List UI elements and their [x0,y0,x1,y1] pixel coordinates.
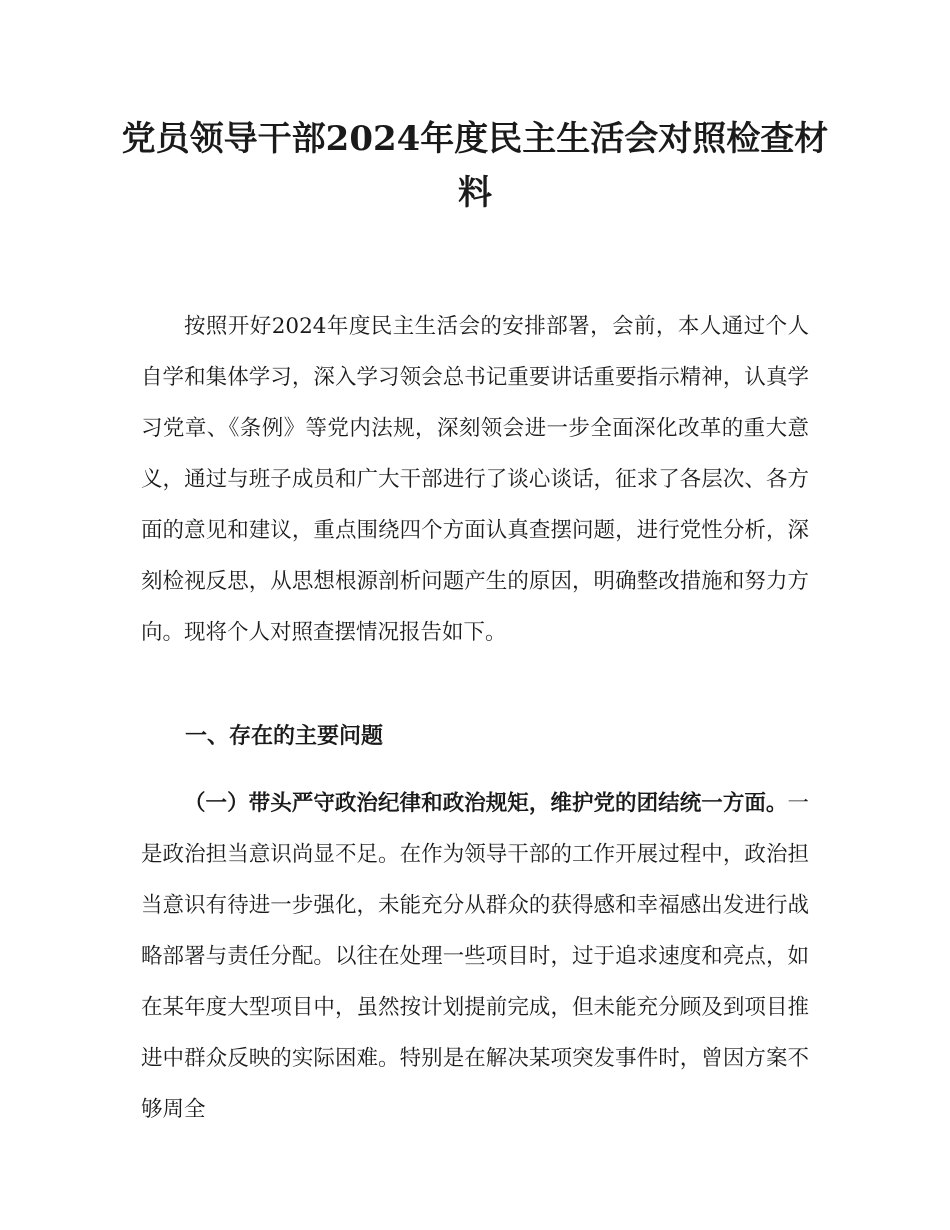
document-title: 党员领导干部2024年度民主生活会对照检查材料 [121,119,829,213]
subsection-text: 一是政治担当意识尚显不足。在作为领导干部的工作开展过程中，政治担当意识有待进一步强化，未能充分从群众的获得感和幸福感出发进行战略部署与责任分配。以往在处理一些项目时，过于追求速度和亮点，如在某年度大型项目中，虽然按计划提前完成，但未能充分顾及到项目推进中群众反映的实际困难。特别是在解决某项突发事件时，曾因方案不够周全 [141,791,809,1122]
intro-paragraph: 按照开好2024年度民主生活会的安排部署，会前，本人通过个人自学和集体学习，深入学习领会总书记重要讲话重要指示精神，认真学习党章、《条例》等党内法规，深刻领会进一步全面深化改革的重大意义，通过与班子成员和广大干部进行了谈心谈话，征求了各层次、各方面的意见和建议，重点围绕四个方面认真查摆问题，进行党性分析，深刻检视反思，从思想根源剖析问题产生的原因，明确整改措施和努力方向。现将个人对照查摆情况报告如下。 [141,314,809,645]
section-heading: 一、存在的主要问题 [185,724,384,749]
subsection-lead: （一）带头严守政治纪律和政治规矩，维护党的团结统一方面。 [184,791,788,816]
section-one-paragraph [141,778,809,1135]
